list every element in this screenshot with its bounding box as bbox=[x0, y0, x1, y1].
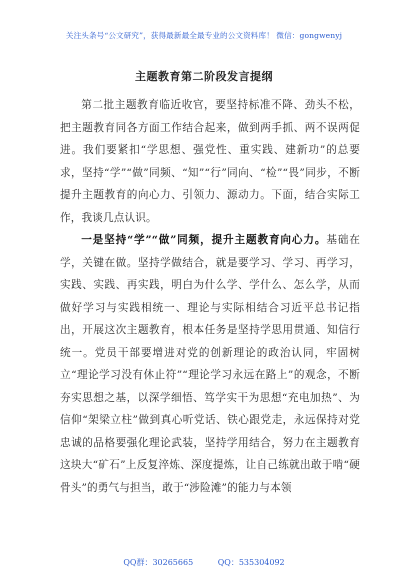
paragraph-intro: 第二批主题教育临近收官，要坚持标准不降、劲头不松，把主题教育同各方面工作结合起来，做到两手抓、两不误两促进。我们要紧扣“学思想、强党性、重实践、建新功”的总要求，坚持“学”“做”同频、“知”“行”同向、“检”“畏”同步，不断提升主题教育的向心力、引领力、源动力。下面，结合实际工作，我谈几点认识。 bbox=[60, 99, 360, 224]
document-body bbox=[60, 94, 360, 499]
paragraph-body: 基础在学，关键在做。坚持学做结合，就是要学习、学习、再学习，实践、实践、再实践，明白为什么学、学什么、怎么学，从而做好学习与实践相统一、理论与实际相结合习近平总书记指出，开展这次主题教育，根本任务是坚持学思用贯通、知信行统一。党员干部要增进对党的创新理论的政治认同，牢固树立“理论学习没有休止符”“理论学习永远在路上”的观念，不断夯实思想之基，以深学细悟、笃学实干为思想“充电加热”、为信仰“架梁立柱”做到真心听党话、铁心跟党走，永远保持对党忠诚的品格要强化理论武装，坚持学用结合，努力在主题教育这块大“矿石”上反复淬炼、深度提炼，让自己练就出敢于啃“硬骨头”的勇气与担当，敢于“涉险滩”的能力与本领 bbox=[60, 234, 360, 494]
footer-qq-group: QQ群：30265665 bbox=[123, 558, 194, 567]
document-title: 主题教育第二阶段发言提纲 bbox=[135, 70, 273, 83]
paragraph-lead: 一是坚持“学”“做”同频，提升主题教育向心力。 bbox=[81, 234, 327, 246]
footer-qq: QQ：535304092 bbox=[217, 558, 285, 567]
footer bbox=[0, 557, 408, 568]
header-notice: 关注头条号“公文研究”，获得最新最全最专业的公文资料库！ 微信：gongwenyj bbox=[65, 31, 343, 40]
paragraph-point-one bbox=[60, 229, 360, 499]
